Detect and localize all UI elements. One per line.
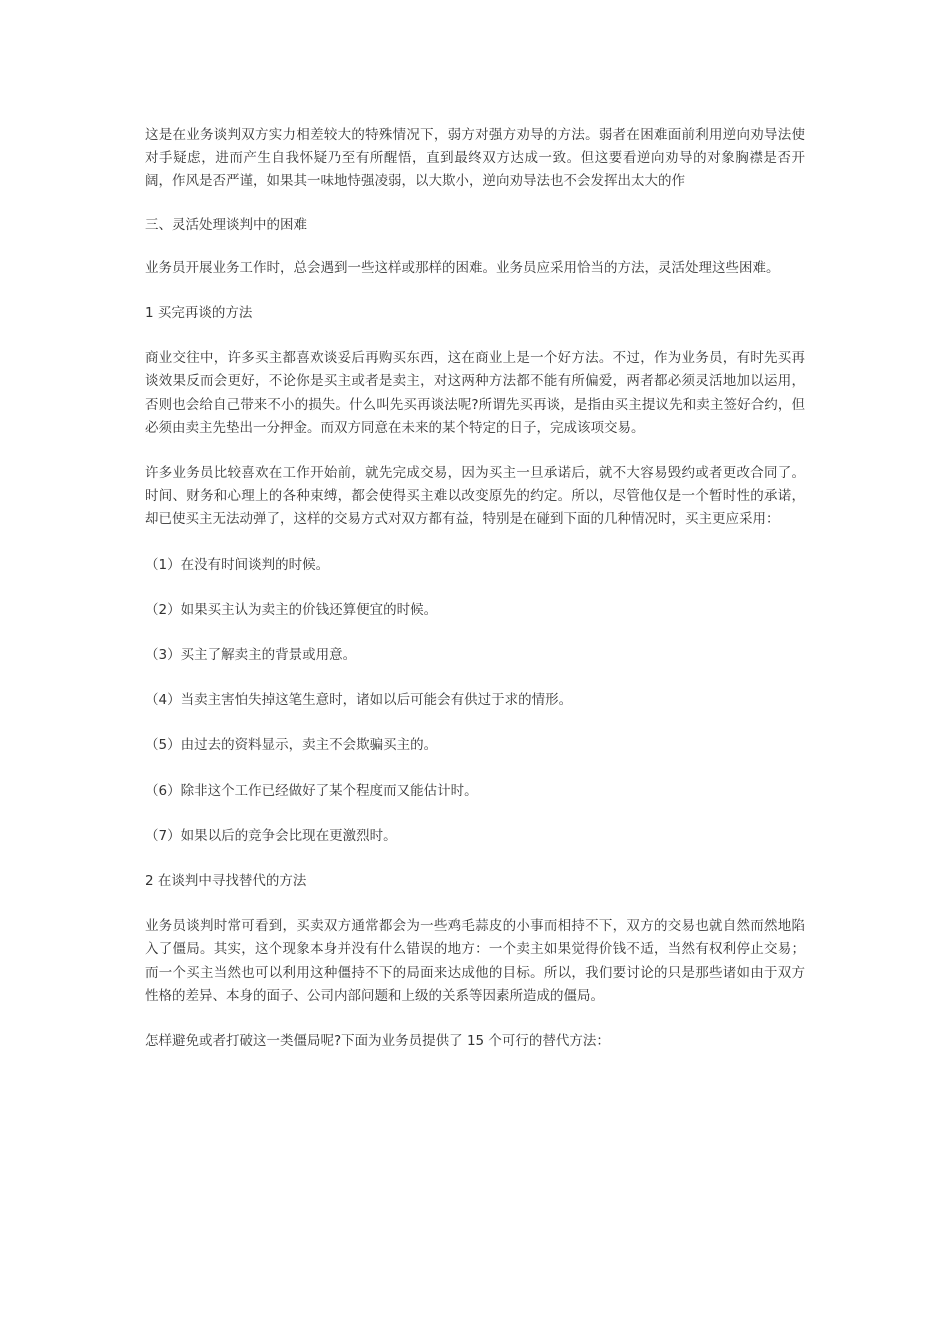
- list-item-5: （5）由过去的资料显示，卖主不会欺骗买主的。: [145, 737, 438, 754]
- subheading-alternatives: 2 在谈判中寻找替代的方法: [145, 873, 307, 890]
- section-heading-difficulties: 三、灵活处理谈判中的困难: [145, 216, 307, 233]
- list-item-7: （7）如果以后的竞争会比现在更激烈时。: [145, 827, 397, 844]
- document-body: [145, 124, 805, 1053]
- paragraph-alternatives-intro: 怎样避免或者打破这一类僵局呢?下面为业务员提供了 15 个可行的替代方法：: [145, 1033, 610, 1050]
- paragraph-buy-then-talk-benefits: 许多业务员比较喜欢在工作开始前，就先完成交易，因为买主一旦承诺后，就不大容易毁约或者更改合同了。时间、财务和心理上的各种束缚，都会使得买主难以改变原先的约定。所以，尽管他仅是一个暂时性的承诺，却已使买主无法动弹了，这样的交易方式对双方都有益，特别是在碰到下面的几种情况时，买主更应采用：: [145, 465, 805, 528]
- paragraph-reverse-persuasion: 这是在业务谈判双方实力相差较大的特殊情况下，弱方对强方劝导的方法。弱者在困难面前利用逆向劝导法使对手疑虑，进而产生自我怀疑乃至有所醒悟，直到最终双方达成一致。但这要看逆向劝导的对象胸襟是否开阔，作风是否严谨，如果其一味地恃强凌弱，以大欺小，逆向劝导法也不会发挥出太大的作: [145, 127, 805, 190]
- subheading-buy-then-talk: 1 买完再谈的方法: [145, 305, 253, 322]
- list-item-1: （1）在没有时间谈判的时候。: [145, 556, 330, 573]
- list-item-2: （2）如果买主认为卖主的价钱还算便宜的时候。: [145, 601, 438, 618]
- list-item-3: （3）买主了解卖主的背景或用意。: [145, 647, 357, 664]
- paragraph-difficulties-intro: 业务员开展业务工作时，总会遇到一些这样或那样的困难。业务员应采用恰当的方法，灵活处理这些困难。: [145, 259, 780, 276]
- list-item-6: （6）除非这个工作已经做好了某个程度而又能估计时。: [145, 782, 478, 799]
- list-item-4: （4）当卖主害怕失掉这笔生意时，诸如以后可能会有供过于求的情形。: [145, 692, 573, 709]
- paragraph-buy-then-talk-definition: 商业交往中，许多买主都喜欢谈妥后再购买东西，这在商业上是一个好方法。不过，作为业务员，有时先买再谈效果反而会更好，不论你是买主或者是卖主，对这两种方法都不能有所偏爱，两者都必须灵活地加以运用，否则也会给自己带来不小的损失。什么叫先买再谈法呢?所谓先买再谈，是指由买主提议先和卖主签好合约，但必须由卖主先垫出一分押金。而双方同意在未来的某个特定的日子，完成该项交易。: [145, 350, 805, 436]
- paragraph-deadlock: 业务员谈判时常可看到，买卖双方通常都会为一些鸡毛蒜皮的小事而相持不下，双方的交易也就自然而然地陷入了僵局。其实，这个现象本身并没有什么错误的地方：一个卖主如果觉得价钱不适，当然有权利停止交易；而一个买主当然也可以利用这种僵持不下的局面来达成他的目标。所以，我们要讨论的只是那些诸如由于双方性格的差异、本身的面子、公司内部问题和上级的关系等因素所造成的僵局。: [145, 918, 805, 1004]
